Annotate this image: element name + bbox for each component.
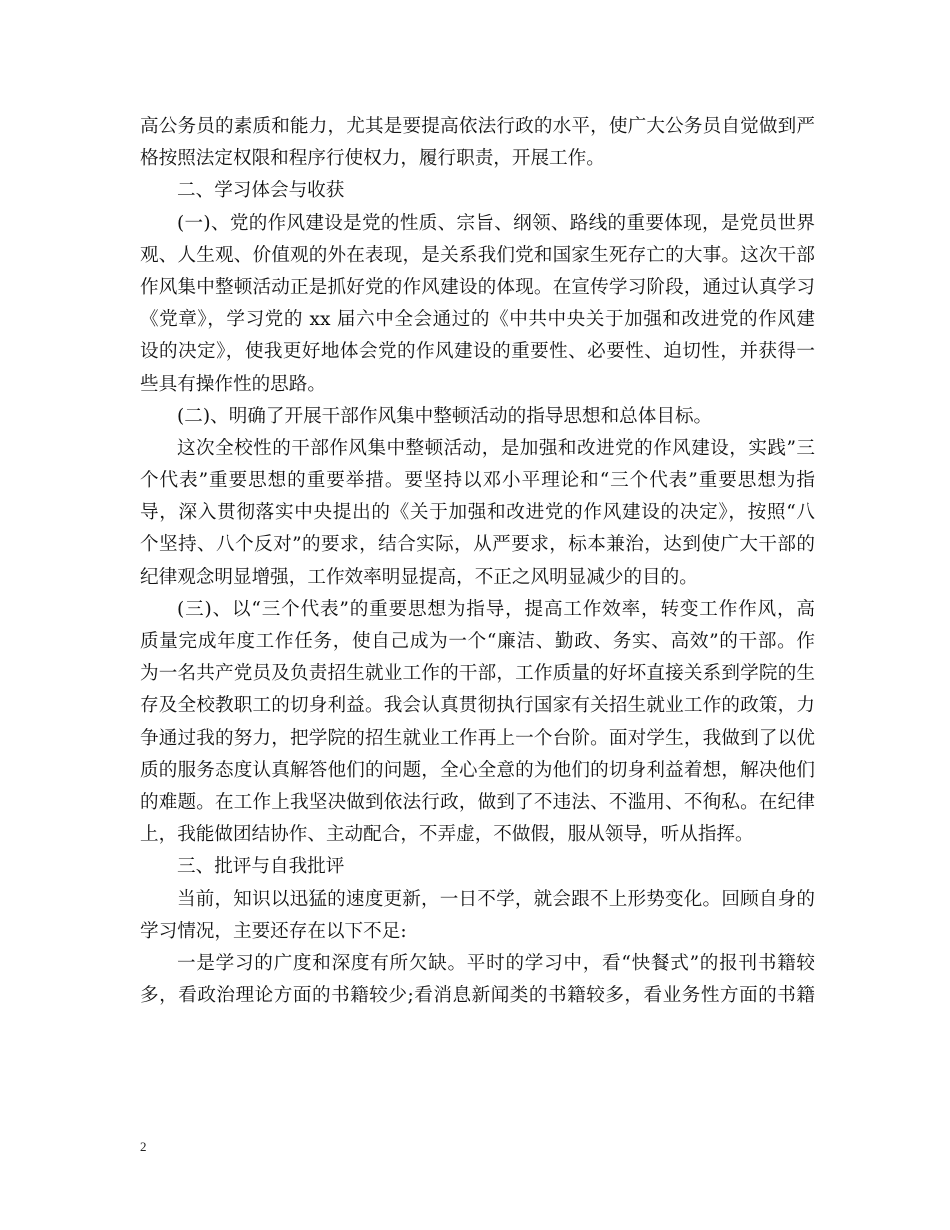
text-line: 作风集中整顿活动正是抓好党的作风建设的体现。在宣传学习阶段，通过认真学习 [140,276,815,298]
text-line: (二)、明确了开展干部作风集中整顿活动的指导思想和总体目标。 [177,405,713,427]
text-line: 为一名共产党员及负责招生就业工作的干部，工作质量的好坏直接关系到学院的生 [140,663,815,685]
text-line: 多，看政治理论方面的书籍较少;看消息新闻类的书籍较多，看业务性方面的书籍 [140,985,815,1007]
text-line: 当前，知识以迅猛的速度更新，一日不学，就会跟不上形势变化。回顾自身的 [177,888,815,910]
text-line: 存及全校教职工的切身利益。我会认真贯彻执行国家有关招生就业工作的政策，力 [140,695,815,717]
text-line: 观、人生观、价值观的外在表现，是关系我们党和国家生死存亡的大事。这次干部 [140,244,815,266]
text-line: 《党章》，学习党的 xx 届六中全会通过的《中共中央关于加强和改进党的作风建 [140,309,815,331]
text-line: 纪律观念明显增强，工作效率明显提高，不正之风明显减少的目的。 [140,566,698,588]
text-line: 导，深入贯彻落实中央提出的《关于加强和改进党的作风建设的决定》，按照“八 [140,502,815,524]
text-line: 二、学习体会与收获 [177,180,345,202]
text-line: 格按照法定权限和程序行使权力，履行职责，开展工作。 [140,148,605,170]
text-line: 三、批评与自我批评 [177,856,345,878]
page-number: 2 [140,1139,147,1154]
text-line: 一是学习的广度和深度有所欠缺。平时的学习中，看“快餐式”的报刊书籍较 [177,952,815,974]
text-line: 上，我能做团结协作、主动配合，不弄虚，不做假，服从领导，听从指挥。 [140,824,754,846]
text-line: 些具有操作性的思路。 [140,373,326,395]
text-line: 学习情况，主要还存在以下不足: [140,920,407,942]
text-line: 的难题。在工作上我坚决做到依法行政，做到了不违法、不滥用、不徇私。在纪律 [140,791,815,813]
text-line: 争通过我的努力，把学院的招生就业工作再上一个台阶。面对学生，我做到了以优 [140,727,815,749]
text-line: 设的决定》，使我更好地体会党的作风建设的重要性、必要性、迫切性，并获得一 [140,341,815,363]
text-line: 质的服务态度认真解答他们的问题，全心全意的为他们的切身利益着想，解决他们 [140,759,815,781]
document-body [140,111,815,1012]
text-line: 个代表”重要思想的重要举措。要坚持以邓小平理论和“三个代表”重要思想为指 [140,470,815,492]
text-line: (三)、以“三个代表”的重要思想为指导，提高工作效率，转变工作作风，高 [177,598,815,620]
text-line: 这次全校性的干部作风集中整顿活动，是加强和改进党的作风建设，实践”三 [177,437,815,459]
text-line: 个坚持、八个反对”的要求，结合实际，从严要求，标本兼治，达到使广大干部的 [140,534,815,556]
text-line: (一)、党的作风建设是党的性质、宗旨、纲领、路线的重要体现，是党员世界 [177,212,815,234]
text-line: 高公务员的素质和能力，尤其是要提高依法行政的水平，使广大公务员自觉做到严 [140,116,815,137]
text-line: 质量完成年度工作任务，使自己成为一个“廉洁、勤政、务实、高效”的干部。作 [140,631,815,652]
